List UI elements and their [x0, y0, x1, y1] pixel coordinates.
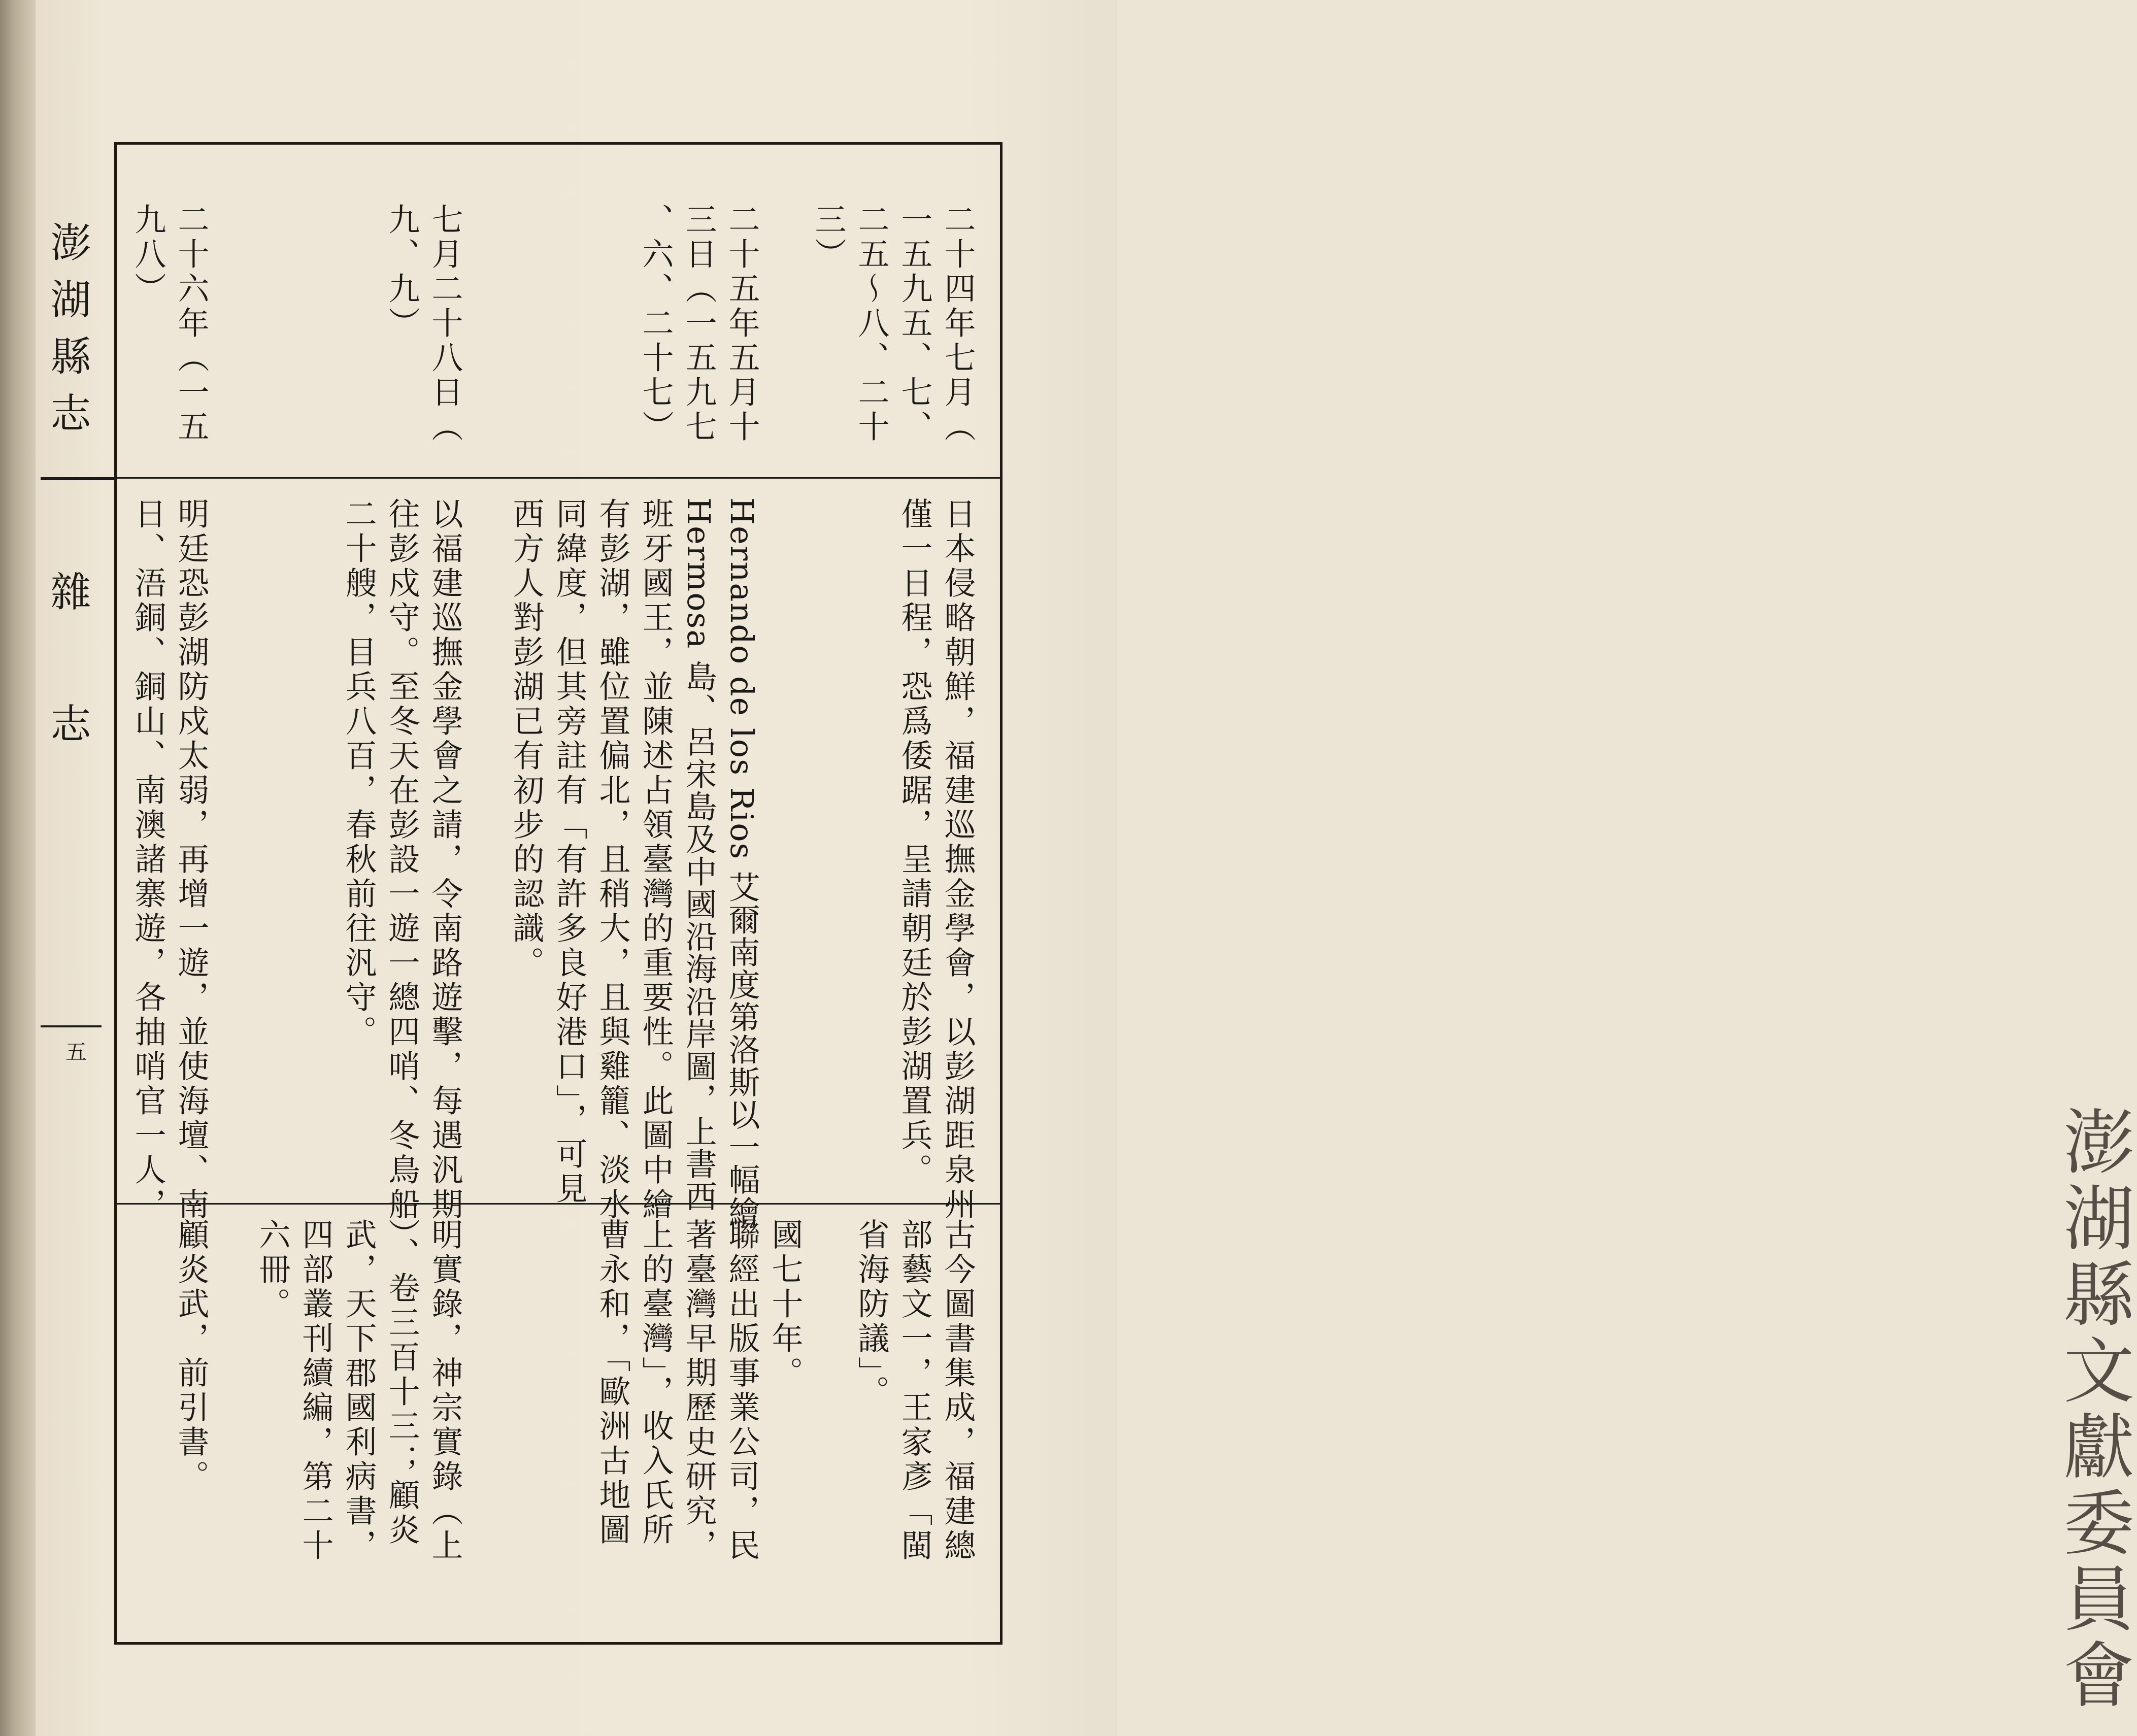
source-column: 武，天下郡國利病書，	[340, 1218, 377, 1563]
source-column: 著臺灣早期歷史研究，	[680, 1218, 717, 1563]
date-column: 九八）	[129, 203, 166, 307]
date-column: 三日（一五九七	[680, 203, 717, 445]
date-column: 二十五年五月十	[723, 203, 760, 445]
event-column: 日本侵略朝鮮，福建巡撫金學會，以彭湖距泉州	[939, 497, 976, 1222]
tier-divider-1	[114, 477, 1003, 479]
source-column: 部藝文一，王家彥「閩	[896, 1218, 933, 1563]
margin-divider-2	[41, 1025, 102, 1027]
source-column: ）、卷三百十三；顧炎	[383, 1218, 420, 1548]
source-column: 省海防議」。	[853, 1218, 890, 1410]
event-column: 西方人對彭湖已有初步的認識。	[508, 497, 545, 981]
event-column: 有彭湖，雖位置偏北，且稍大，且與雞籠、淡水	[594, 497, 631, 1222]
stamp-char: 員	[2063, 1559, 2134, 1642]
stamp-char: 獻	[2063, 1407, 2134, 1489]
date-column: 三）	[810, 203, 847, 272]
date-column: 、六、二十七）	[637, 203, 674, 445]
source-column: 國七十年。	[766, 1218, 804, 1391]
date-column: 二五～八、二十	[853, 203, 890, 445]
source-column: 顧炎武，前引書。	[173, 1218, 210, 1494]
book-spine	[0, 0, 36, 1736]
event-column: 往彭戍守。至冬天在彭設一遊一總四哨、冬鳥船	[383, 497, 420, 1222]
source-column: 古今圖書集成，福建總	[939, 1218, 976, 1563]
margin-book-title	[36, 193, 96, 477]
date-column: 九、九）	[383, 203, 420, 341]
event-column: 二十艘，目兵八百，春秋前往汎守。	[340, 497, 377, 1050]
source-column: 上的臺灣」，收入氏所	[637, 1218, 674, 1548]
source-column: 聯經出版事業公司，民	[723, 1218, 760, 1563]
source-column: 曹永和，「歐洲古地圖	[594, 1218, 631, 1548]
margin-section-2: 志	[44, 703, 91, 759]
source-column: 四部叢刊續編，第二十	[297, 1218, 334, 1563]
library-stamp	[1025, 0, 2134, 1736]
date-column: 一五九五、七、	[896, 203, 933, 445]
date-column: 二十四年七月（	[939, 203, 976, 445]
event-column: Hernando de los Rios 艾爾南度第洛斯以一幅繪	[723, 497, 760, 1229]
margin-divider	[41, 477, 117, 480]
stamp-char: 縣	[2063, 1254, 2134, 1337]
margin-section: 雜	[44, 571, 91, 627]
date-column: 二十六年（一五	[173, 203, 210, 445]
page-number: 五	[65, 1040, 87, 1064]
event-column: 班牙國王，並陳述占領臺灣的重要性。此圖中繪	[637, 497, 674, 1222]
event-column: 僅一日程，恐爲倭踞，呈請朝廷於彭湖置兵。	[896, 497, 933, 1188]
stamp-char: 委	[2063, 1483, 2134, 1565]
event-column: 同緯度，但其旁註有「有許多良好港口」，可見	[551, 497, 588, 1207]
source-column: 六冊。	[254, 1218, 291, 1322]
stamp-char: 會	[2063, 1635, 2134, 1718]
source-column: 明實錄，神宗實錄（上	[426, 1218, 463, 1563]
margin-title-char: 湖	[44, 278, 91, 335]
date-column: 七月二十八日（	[426, 203, 463, 445]
event-column: Hermosa 島、呂宋島及中國沿海沿岸圖，上書西	[680, 497, 717, 1213]
stamp-char: 文	[2063, 1330, 2134, 1413]
event-column: 明廷恐彭湖防戍太弱，再增一遊，並使海壇、南	[173, 497, 210, 1222]
event-column: 以福建巡撫金學會之請，令南路遊擊，每遇汎期	[426, 497, 463, 1222]
event-column: 日、浯銅、銅山、南澳諸寨遊，各抽哨官一人，	[129, 497, 166, 1222]
stamp-char: 湖	[2063, 1178, 2134, 1261]
margin-title-char: 志	[44, 392, 91, 449]
margin-title-char: 縣	[44, 335, 91, 392]
stamp-char: 澎	[2063, 1102, 2134, 1185]
margin-title-char: 澎	[44, 221, 91, 278]
